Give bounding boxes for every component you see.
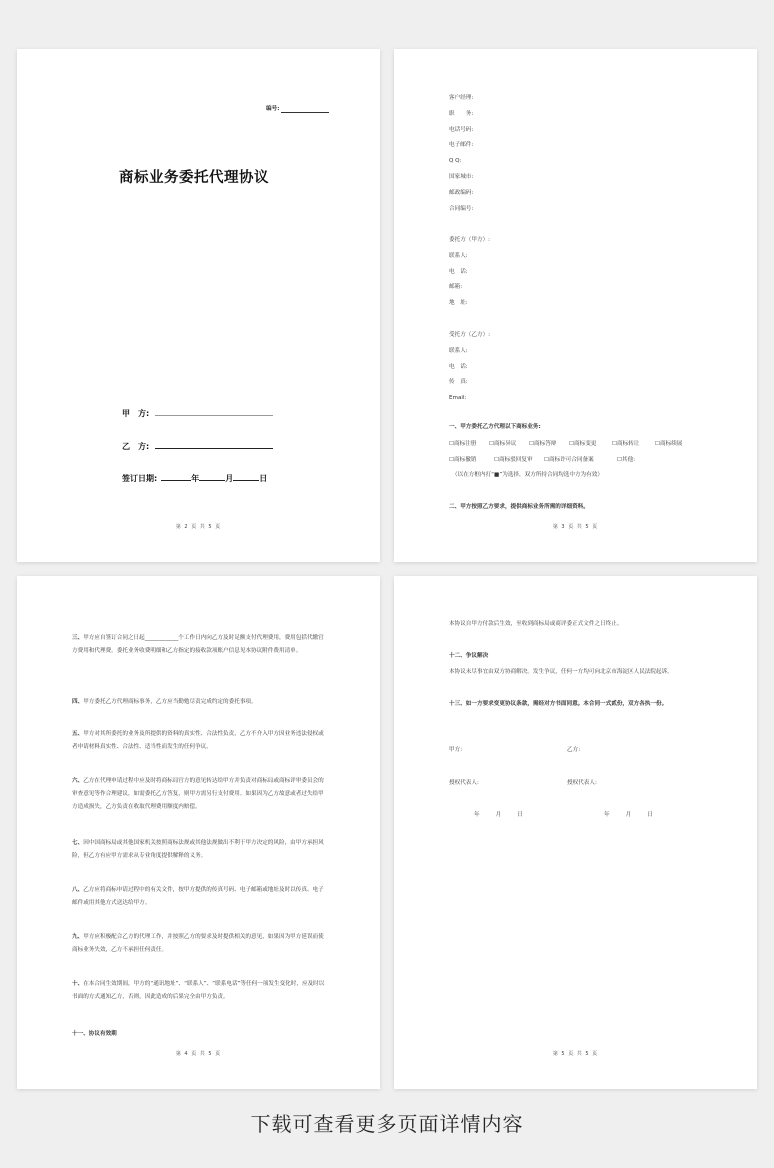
page-footer: 第 3 页 共 5 页 (552, 524, 599, 530)
manager-field: 合同编号: (449, 205, 474, 212)
clause-number: 十、 (72, 981, 84, 987)
party-b-label: 乙 方: (122, 442, 150, 451)
month-label: 月 (495, 812, 502, 818)
option-item: ☐商标注册 (449, 441, 477, 447)
party-b-label: 乙方: (567, 747, 581, 753)
party-b-blank (155, 448, 273, 449)
client-field: 电 话: (449, 268, 468, 275)
client-field: 地 址: (449, 300, 468, 307)
document-title: 商标业务委托代理协议 (119, 170, 269, 186)
page-footer: 第 5 页 共 5 页 (552, 1051, 599, 1057)
day-blank (233, 480, 259, 481)
download-caption: 下载可查看更多页面详情内容 (250, 1112, 524, 1136)
day-label: 日 (259, 474, 268, 483)
agent-field: 联系人: (449, 347, 468, 354)
month-label: 月 (225, 474, 234, 483)
option-item: ☐商标撤销 (449, 457, 477, 463)
clause-text: 乙方应将商标申请过程中的有关文件，按甲方提供的传真号码、电子邮箱或地址及时以传真、电子邮件或用其他方式送达给甲方。 (72, 887, 324, 906)
manager-block (449, 91, 473, 217)
manager-field: Q Q: (449, 158, 462, 165)
clause-paragraph (72, 837, 327, 863)
validity-text: 本协议自甲方付款后生效，至收到商标局或商评委正式文件之日终止。 (449, 621, 623, 627)
section-12-title: 十二、争议解决 (449, 653, 489, 659)
clause-text: 甲方委托乙方代理商标事务，乙方应当勤勉尽责完成约定的委托事项。 (83, 699, 257, 705)
agent-field: 电 话: (449, 363, 468, 370)
options-row-1 (449, 440, 682, 448)
month-label: 月 (625, 812, 632, 818)
clause-number: 四、 (72, 699, 84, 705)
section-1-title: 一、甲方委托乙方代理以下商标业务: (449, 424, 541, 430)
page-footer: 第 2 页 共 5 页 (175, 524, 222, 530)
date-a (474, 811, 523, 819)
page-footer: 第 4 页 共 5 页 (175, 1051, 222, 1057)
year-label: 年 (474, 812, 480, 818)
clause-paragraph (72, 931, 327, 957)
rep-a-label: 授权代表人: (449, 780, 479, 786)
party-a-sign-line (122, 408, 273, 419)
option-item: ☐商标异议 (489, 441, 517, 447)
clause-paragraph (72, 978, 327, 1004)
date-b (604, 811, 653, 819)
document-page-2 (394, 49, 757, 562)
client-field: 联系人: (449, 252, 468, 259)
section-13 (449, 700, 667, 708)
manager-field: 客户经理: (449, 95, 474, 101)
month-blank (199, 480, 225, 481)
year-blank (161, 480, 191, 481)
day-label: 日 (647, 812, 653, 818)
agent-block (449, 328, 490, 407)
section-11-title: 十一、协议有效期 (72, 1031, 117, 1037)
option-item: ☐商标驳回复审 (494, 457, 533, 463)
manager-field: 邮政编码: (449, 189, 474, 196)
clause-paragraph (72, 775, 327, 814)
clause-text: 甲方应自签订合同之日起____________个工作日内向乙方及时足额支付代理费用，费用包括代缴官方费用和代理费。委托业务收费明细和乙方指定的接收款项账户信息见本协议附件费用清单。 (72, 635, 324, 654)
client-title: 委托方（甲方）: (449, 237, 491, 243)
agent-title: 受托方（乙方）: (449, 332, 491, 338)
clause-text: 乙方在代理申请过程中应及时将商标局官方的意见转达给甲方并负责对商标局或商标评审委员会的审查意见等作合理建议，如需委托乙方答复，则甲方需另行支付费用。如果因为乙方故意或者过失给甲方造成损失，乙方负责在收取代理费用额度内赔偿。 (72, 778, 324, 810)
clause-text: 在本合同生效期间，甲方的“通讯地址”、“联系人”、“联系电话”等任何一项发生变化时，应及时以书面的方式通知乙方，否则，因此造成的后果完全由甲方负责。 (72, 981, 325, 1000)
clause-text: 甲方应积极配合乙方的代理工作，并按照乙方的要求及时提供相关的意见，如果因为甲方延误而使商标业务失效，乙方不承担任何责任。 (72, 934, 324, 953)
option-item: ☐商标转让 (612, 441, 640, 447)
client-field: 邮箱: (449, 284, 463, 291)
section-2: 二、甲方按照乙方要求，提供商标业务所需的详细资料。 (449, 504, 589, 510)
manager-field: 国家城市: (449, 173, 474, 180)
clause-paragraph (72, 696, 327, 709)
section-13-text: 十三、如一方要求变更协议条款，需经对方书面同意。本合同一式贰份，双方各执一份。 (449, 701, 668, 707)
clause-number: 三、 (72, 635, 84, 641)
party-a-label: 甲 方: (122, 409, 150, 418)
clause-number: 六、 (72, 778, 84, 784)
sign-date-label: 签订日期: (122, 474, 158, 483)
section-12-text: 本协议未尽事宜由双方协商解决。发生争议，任何一方均可向北京市海淀区人民法院起诉。 (449, 669, 673, 675)
clause-number: 九、 (72, 934, 84, 940)
clause-number: 五、 (72, 731, 84, 737)
option-item: ☐商标变更 (569, 441, 597, 447)
party-a-label: 甲方: (449, 747, 463, 753)
number-label: 编号: (266, 106, 280, 112)
clause-paragraph (72, 632, 327, 658)
agent-field: 传 真: (449, 379, 468, 386)
clause-text: 因中国商标局或其他国家机关按照商标法规或其他法规做出不利于甲方决定的风险，由甲方承担风险，但乙方有应甲方需求从专业角度提供解释的义务。 (72, 840, 324, 859)
number-field (266, 105, 329, 113)
clause-number: 七、 (72, 840, 84, 846)
clause-number: 八、 (72, 887, 84, 893)
manager-field: 电子邮件: (449, 142, 474, 149)
document-page-cover (17, 49, 380, 562)
clause-paragraph (72, 728, 327, 754)
option-item: ☐商标续展 (655, 441, 683, 447)
day-label: 日 (517, 812, 523, 818)
client-block (449, 233, 490, 312)
clause-paragraph (72, 884, 327, 910)
year-label: 年 (604, 812, 610, 818)
party-a-blank (155, 415, 273, 416)
manager-field: 职 务: (449, 110, 474, 117)
sign-date-line (122, 473, 267, 484)
agent-field: Email: (449, 395, 467, 402)
number-blank (281, 112, 329, 113)
document-page-3 (17, 576, 380, 1089)
options-row-2 (449, 456, 635, 464)
option-item: ☐商标答辩 (529, 441, 557, 447)
clause-text: 甲方对其所委托的业务及所提供的资料的真实性、合法性负责，乙方不介入甲方因业务违法侵权或者申请材料真实性、合法性、适当性而发生的任何争议。 (72, 731, 324, 750)
manager-field: 电话号码: (449, 126, 474, 133)
options-note: （以在方框内打“■”为选择，双方所持合同均选中方为有效） (452, 472, 603, 478)
option-item: ☐商标许可合同备案 (544, 457, 594, 463)
rep-b-label: 授权代表人: (567, 780, 597, 786)
year-label: 年 (191, 474, 200, 483)
party-b-sign-line (122, 441, 273, 452)
option-item: ☐其他: (617, 457, 636, 463)
document-page-4 (394, 576, 757, 1089)
